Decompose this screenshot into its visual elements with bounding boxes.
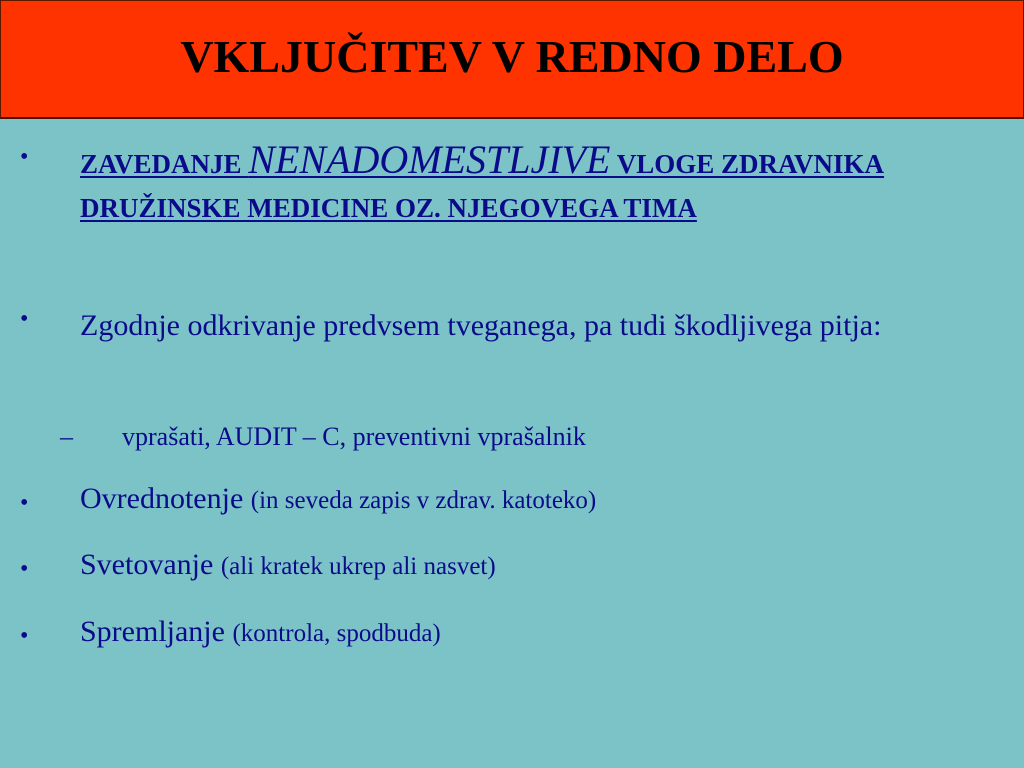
bullet-3-text bbox=[80, 482, 596, 516]
bullet-marker: • bbox=[20, 144, 29, 170]
bullet-3-note: (in seveda zapis v zdrav. katoteko) bbox=[250, 487, 597, 514]
bullet-1-text bbox=[80, 138, 1010, 230]
bullet-1-part1: ZAVEDANJE bbox=[80, 149, 249, 179]
bullet-marker: • bbox=[20, 556, 29, 582]
bullet-4-main: Svetovanje bbox=[80, 548, 214, 581]
slide-content bbox=[0, 118, 1024, 768]
bullet-1-part2: VLOGE ZDRAVNIKA DRUŽINSKE MEDICINE OZ. NJEGOVEGA TIMA bbox=[80, 149, 885, 223]
bullet-4-note: (ali kratek ukrep ali nasvet) bbox=[220, 553, 496, 580]
bullet-marker: • bbox=[20, 306, 29, 332]
bullet-marker: • bbox=[20, 490, 29, 516]
bullet-5-note: (kontrola, spodbuda) bbox=[232, 620, 441, 647]
title-bar bbox=[0, 0, 1024, 119]
bullet-5-main: Spremljanje bbox=[80, 615, 225, 648]
slide-title: VKLJUČITEV V REDNO DELO bbox=[180, 31, 844, 82]
bullet-4-text bbox=[80, 548, 496, 582]
bullet-2-text: Zgodnje odkrivanje predvsem tveganega, pa tudi škodljivega pitja: bbox=[80, 309, 882, 342]
sub-bullet-marker: – bbox=[60, 422, 73, 451]
sub-bullet-text: vprašati, AUDIT – C, preventivni vprašalnik bbox=[122, 422, 586, 451]
bullet-marker: • bbox=[20, 623, 29, 649]
bullet-3-main: Ovrednotenje bbox=[80, 482, 244, 515]
bullet-1-emphasis: NENADOMESTLJIVE bbox=[248, 137, 611, 182]
bullet-5-text bbox=[80, 615, 441, 649]
